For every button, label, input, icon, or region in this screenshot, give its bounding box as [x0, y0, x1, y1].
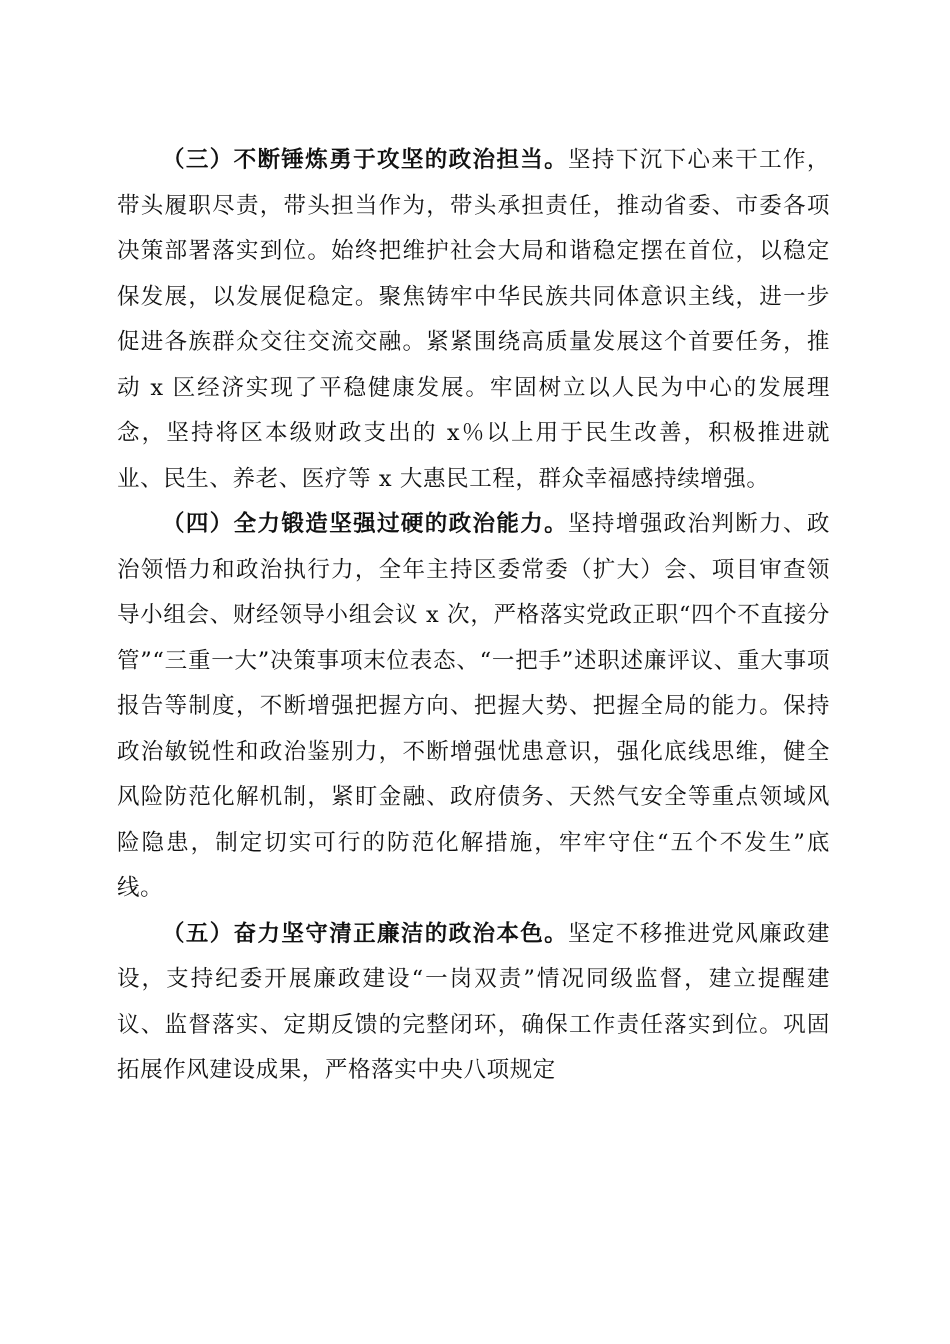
document-body: [117, 138, 830, 1094]
section-5-text: 坚定不移推进党风廉政建设，支持纪委开展廉政建设“一岗双责”情况同级监督，建立提醒建议、监督落实、定期反馈的完整闭环，确保工作责任落实到位。巩固拓展作风建设成果，严格落实中央八项规定: [117, 920, 830, 1083]
section-3-heading: （三）不断锤炼勇于攻坚的政治担当。: [162, 147, 569, 173]
section-3-paragraph: [117, 138, 830, 502]
section-5-heading: （五）奋力坚守清正廉洁的政治本色。: [162, 920, 569, 947]
section-3-text: 坚持下沉下心来干工作，带头履职尽责，带头担当作为，带头承担责任，推动省委、市委各项决策部署落实到位。始终把维护社会大局和谐稳定摆在首位，以稳定保发展，以发展促稳定。聚焦铸牢中华民族共同体意识主线，进一步促进各族群众交往交流交融。紧紧围绕高质量发展这个首要任务，推动 x 区经济实现了平稳健康发展。牢固树立以人民为中心的发展理念，坚持将区本级财政支出的 x％以上用于民生改善，积极推进就业、民生、养老、医疗等 x 大惠民工程，群众幸福感持续增强。: [117, 147, 830, 492]
section-4-text: 坚持增强政治判断力、政治领悟力和政治执行力，全年主持区委常委（扩大）会、项目审查领导小组会、财经领导小组会议 x 次，严格落实党政正职“四个不直接分管”“三重一大”决策事项末位表态、“一把手”述职述廉评议、重大事项报告等制度，不断增强把握方向、把握大势、把握全局的能力。保持政治敏锐性和政治鉴别力，不断增强忧患意识，强化底线思维，健全风险防范化解机制，紧盯金融、政府债务、天然气安全等重点领域风险隐患，制定切实可行的防范化解措施，牢牢守住“五个不发生”底线。: [117, 511, 830, 901]
section-4-heading: （四）全力锻造坚强过硬的政治能力。: [162, 511, 569, 537]
section-5-paragraph: [117, 912, 830, 1094]
section-4-paragraph: [117, 502, 830, 912]
